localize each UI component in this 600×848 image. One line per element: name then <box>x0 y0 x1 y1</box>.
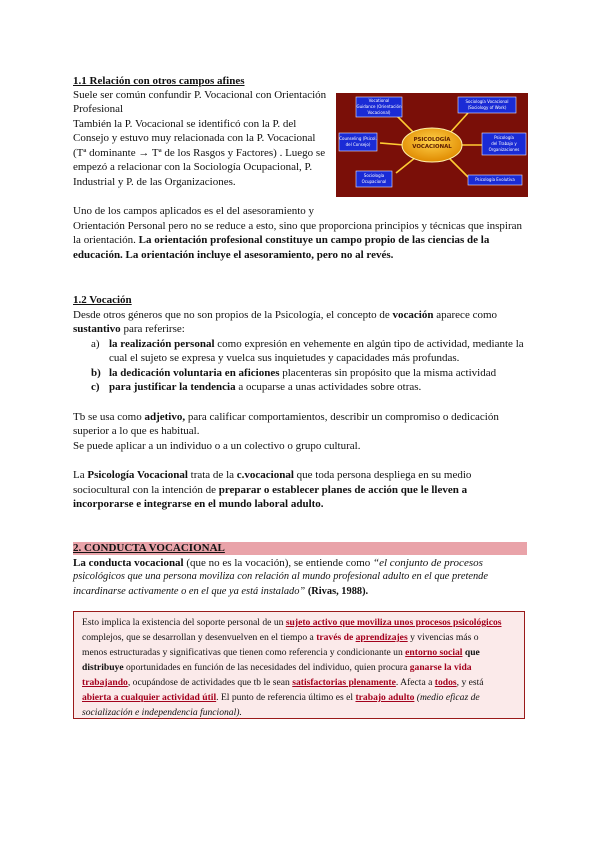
highlighted-term: aprendizajes <box>355 632 408 643</box>
text-run: , y está <box>456 677 484 688</box>
psychology-fields-diagram <box>336 93 528 197</box>
bold-statement: incorporarse e integrarse en el mundo laboral adulto. <box>73 498 324 510</box>
list-marker: b) <box>91 367 101 379</box>
text-run: La <box>73 469 85 481</box>
text-run: trata de la <box>190 469 235 481</box>
bold-term: adjetivo, <box>144 411 186 423</box>
italic-run: (medio eficaz de <box>416 692 480 703</box>
box-line <box>82 630 514 646</box>
list-item <box>109 380 527 394</box>
bold-term: que <box>464 647 480 658</box>
highlighted-term: trabajando <box>82 677 128 688</box>
highlighted-term: abierta a cualquier actividad útil <box>82 692 217 703</box>
text-run: . Afecta a <box>395 677 433 688</box>
bold-term: c.vocacional <box>236 469 294 481</box>
section-title-1-2: 1.2 Vocación <box>73 294 132 306</box>
diagram-box-line: Psicología <box>494 135 514 140</box>
diagram-box-work-psychology <box>482 135 526 153</box>
text-run: aparece como <box>436 309 498 321</box>
box-line <box>82 660 514 676</box>
bold-statement: educación. La orientación incluye el asesoramiento, pero no al revés. <box>73 249 394 261</box>
quote-run: incardinarse activamente o en el que ya está instalado” <box>73 586 306 597</box>
diagram-box-line: Vocacional) <box>367 110 391 115</box>
section-title-2: 2. CONDUCTA VOCACIONAL <box>73 542 225 554</box>
text-run: complejos, que se desarrollan y desenvuelven en el tiempo a <box>82 632 314 643</box>
text-run: a ocuparse a unas actividades sobre otras. <box>235 381 422 393</box>
box-line <box>82 690 514 706</box>
bold-term: vocación <box>392 309 434 321</box>
paragraph-line <box>73 410 527 424</box>
bold-term: preparar o establecer planes de acción que le lleven a <box>218 484 468 496</box>
text-run: y vivencias más o <box>410 632 479 643</box>
bold-term: para justificar la tendencia <box>109 381 236 393</box>
list-marker: c) <box>91 381 100 393</box>
diagram-box-line: Psicología Evolutiva <box>475 177 515 182</box>
highlighted-term: ganarse la vida <box>409 662 472 673</box>
bold-term: La conducta vocacional <box>73 557 184 569</box>
diagram-box-line: Counseling (Psicol. <box>339 136 377 141</box>
citation: (Rivas, 1988). <box>307 586 369 597</box>
highlighted-term: través de <box>316 632 354 643</box>
diagram-box-line: del Consejo) <box>345 142 371 147</box>
paragraph-line <box>73 233 527 247</box>
text-run: como expresión en vehemente en algún tipo de actividad, mediante la <box>214 338 524 350</box>
paragraph-line <box>73 308 527 322</box>
quote-line: psicológicos que una persona moviliza con relación al mundo profesional adulto en el que pretende <box>73 571 488 582</box>
text-run: Esto implica la existencia del soporte personal de un <box>82 617 284 628</box>
paragraph-line <box>73 468 527 482</box>
text-run: Desde otros géneros que no son propios de la Psicología, el concepto de <box>73 309 390 321</box>
diagram-center-line: PSICOLOGÍA <box>413 137 451 143</box>
diagram-box-line: Guidance (Orientación <box>356 104 402 109</box>
paragraph-line <box>73 585 527 599</box>
paragraph-line: Suele ser común confundir P. Vocacional con Orientación <box>73 89 327 101</box>
diagram-box-counseling <box>339 136 377 148</box>
highlighted-term: satisfactorias plenamente <box>292 677 396 688</box>
box-line <box>82 675 514 691</box>
bold-term: sustantivo <box>73 323 121 335</box>
highlight-box <box>73 611 525 719</box>
paragraph-line <box>73 322 527 336</box>
text-run: que toda persona despliega en su medio <box>296 469 472 481</box>
paragraph-line <box>73 483 527 497</box>
box-line <box>82 645 514 661</box>
paragraph-line: Se puede aplicar a un individuo o a un colectivo o grupo cultural. <box>73 440 361 452</box>
bold-term: Psicología Vocacional <box>87 469 188 481</box>
diagram-box-line: del Trabajo y <box>491 141 517 146</box>
list-marker: a) <box>91 338 100 350</box>
paragraph-line: Orientación Personal pero no se reduce a esto, sino que proporciona principios y técnicas que inspiran <box>73 220 523 232</box>
quote-run: “el conjunto de procesos <box>373 557 483 569</box>
text-run: oportunidades en función de las necesidades del individuo, quien procura <box>126 662 408 673</box>
highlighted-term: sujeto activo que moviliza unos procesos psicológicos <box>285 617 502 628</box>
text-run: la orientación. <box>73 234 136 246</box>
diagram-center-label <box>402 137 462 150</box>
text-run: sociocultural con la intención de <box>73 484 216 496</box>
section-title-1-1: 1.1 Relación con otros campos afines <box>73 75 245 87</box>
paragraph-line <box>73 556 527 570</box>
highlighted-term: todos <box>434 677 457 688</box>
diagram-box-vocational-guidance <box>356 98 402 116</box>
list-item-continuation: cual el sujeto se expresa y vuelca sus inquietudes y capacidades más profundas. <box>109 352 460 364</box>
paragraph-line: También la P. Vocacional se identificó con la P. del <box>73 118 297 130</box>
bold-statement: La orientación profesional constituye un campo propio de las ciencias de la <box>138 234 490 246</box>
diagram-center-line: VOCACIONAL <box>412 143 452 150</box>
paragraph-line: empezó a relacionar con la Sociología Ocupacional, P. <box>73 161 313 173</box>
highlighted-term: trabajo adulto <box>355 692 415 703</box>
list-item <box>109 366 527 380</box>
highlighted-term: entorno social <box>405 647 463 658</box>
diagram-box-line: Ocupacional <box>361 179 387 184</box>
paragraph-line: Uno de los campos aplicados es el del asesoramiento y <box>73 205 315 217</box>
diagram-box-line: Sociología <box>363 173 385 178</box>
diagram-box-line: (Sociology of Work) <box>467 105 507 110</box>
paragraph-line: Industrial y P. de las Organizaciones. <box>73 176 236 188</box>
diagram-box-line: Organizaciones <box>488 147 520 152</box>
text-run: para calificar comportamientos, describir un compromiso o dedicación <box>187 411 499 423</box>
text-run: , ocupándose de actividades que tb le sean <box>127 677 290 688</box>
text-run: menos estructuradas y significativas que tienen como referencia y condicionante un <box>82 647 403 658</box>
text-run: placenteras sin propósito que la misma actividad <box>279 367 497 379</box>
list-item <box>109 337 527 351</box>
diagram-box-line: Vocational <box>368 98 390 103</box>
bold-term: distribuye <box>82 662 124 673</box>
paragraph-line: superior a lo que es habitual. <box>73 425 200 437</box>
bold-term: la dedicación voluntaria en aficiones <box>109 367 280 379</box>
bold-term: la realización personal <box>109 338 215 350</box>
diagram-box-occupational-sociology <box>356 173 392 185</box>
diagram-box-sociology-vocational <box>458 99 516 111</box>
paragraph-line: Consejo y estuvo muy relacionada con la P. Vocacional <box>73 132 316 144</box>
paragraph-line: Profesional <box>73 103 124 115</box>
diagram-box-line: Sociología Vocacional <box>465 99 509 104</box>
text-run: Tb se usa como <box>73 411 142 423</box>
paragraph-line: (Tª dominante → Tª de los Rasgos y Factores) . Luego se <box>73 147 326 159</box>
box-line <box>82 615 514 631</box>
text-run: (que no es la vocación), se entiende como <box>186 557 371 569</box>
text-run: para referirse: <box>123 323 185 335</box>
box-line: socialización e independencia funcional). <box>82 707 242 718</box>
diagram-box-developmental-psychology <box>468 177 522 183</box>
text-run: . El punto de referencia último es el <box>216 692 354 703</box>
